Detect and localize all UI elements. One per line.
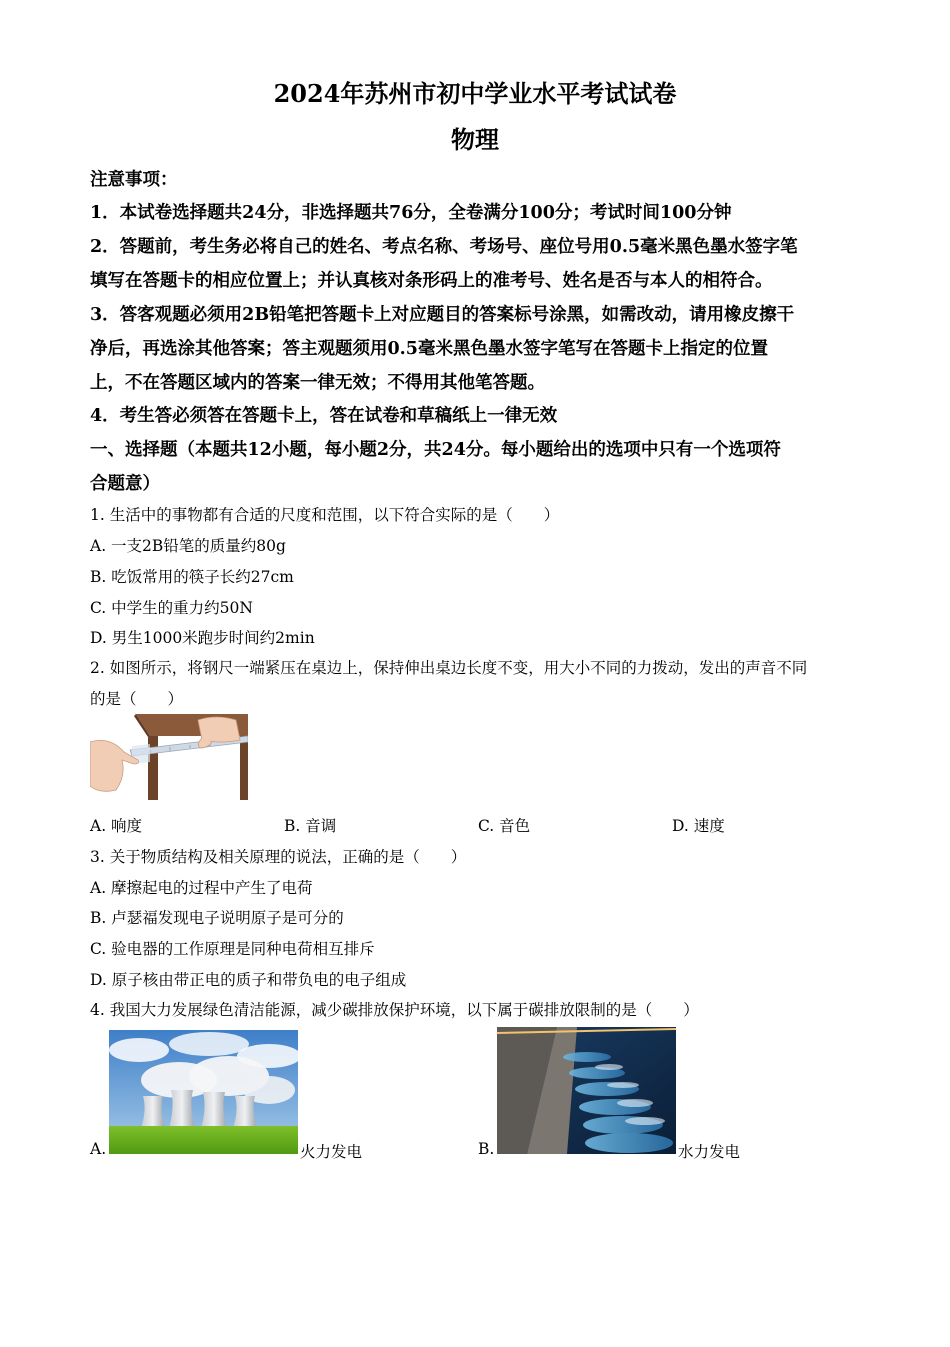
notice-item-3: 3．答客观题必须用2B铅笔把答题卡上对应题目的答案标号涂黑，如需改动，请用橡皮擦干	[90, 305, 795, 325]
q4-stem: 4. 我国大力发展绿色清洁能源，减少碳排放保护环境，以下属于碳排放限制的是（ ）	[90, 1001, 699, 1019]
q3-option-b: B. 卢瑟福发现电子说明原子是可分的	[90, 909, 344, 927]
notice-item-1: 1．本试卷选择题共24分，非选择题共76分，全卷满分100分；考试时间100分钟	[90, 203, 732, 223]
q2-option-c: C. 音色	[478, 817, 531, 835]
subject-title: 物理	[451, 125, 499, 154]
notice-heading: 注意事项：	[90, 170, 178, 190]
q1-option-a: A. 一支2B铅笔的质量约80g	[90, 537, 286, 555]
q3-option-d: D. 原子核由带正电的质子和带负电的电子组成	[90, 971, 407, 989]
q4-option-b-letter: B.	[478, 1140, 495, 1158]
q2-option-a: A. 响度	[90, 817, 143, 835]
q2-stem: 2. 如图所示，将钢尺一端紧压在桌边上，保持伸出桌边长度不变，用大小不同的力拨动，发出的声音不同	[90, 659, 808, 677]
notice-item-3-cont2: 上，不在答题区域内的答案一律无效；不得用其他笔答题。	[90, 373, 545, 393]
section-heading-cont: 合题意）	[90, 474, 160, 494]
thermal-power-plant-image	[109, 1030, 298, 1154]
notice-item-2-cont: 填写在答题卡的相应位置上；并认真核对条形码上的准考号、姓名是否与本人的相符合。	[90, 271, 773, 291]
q2-stem-cont: 的是（ ）	[90, 690, 184, 708]
q1-option-b: B. 吃饭常用的筷子长约27cm	[90, 568, 294, 586]
q3-option-a: A. 摩擦起电的过程中产生了电荷	[90, 879, 313, 897]
q4-option-a-letter: A.	[90, 1140, 107, 1158]
q3-stem: 3. 关于物质结构及相关原理的说法，正确的是（ ）	[90, 848, 467, 866]
q4-option-b-text: 水力发电	[678, 1143, 741, 1161]
section-heading: 一、选择题（本题共12小题，每小题2分，共24分。每小题给出的选项中只有一个选项符	[90, 440, 781, 460]
notice-item-4: 4．考生答必须答在答题卡上，答在试卷和草稿纸上一律无效	[90, 406, 558, 426]
page-title: 2024年苏州市初中学业水平考试试卷	[273, 79, 677, 108]
ruler-on-desk-figure	[90, 714, 248, 800]
q3-option-c: C. 验电器的工作原理是同种电荷相互排斥	[90, 940, 375, 958]
q1-option-d: D. 男生1000米跑步时间约2min	[90, 629, 315, 647]
notice-item-3-cont: 净后，再选涂其他答案；答主观题须用0.5毫米黑色墨水签字笔写在答题卡上指定的位置	[90, 339, 768, 359]
q2-option-d: D. 速度	[672, 817, 725, 835]
hydropower-dam-image	[497, 1027, 676, 1154]
notice-item-2: 2．答题前，考生务必将自己的姓名、考点名称、考场号、座位号用0.5毫米黑色墨水签字笔	[90, 237, 798, 257]
q1-option-c: C. 中学生的重力约50N	[90, 599, 253, 617]
q1-stem: 1. 生活中的事物都有合适的尺度和范围，以下符合实际的是（ ）	[90, 506, 560, 524]
q2-option-b: B. 音调	[284, 817, 337, 835]
q4-option-a-text: 火力发电	[300, 1143, 363, 1161]
